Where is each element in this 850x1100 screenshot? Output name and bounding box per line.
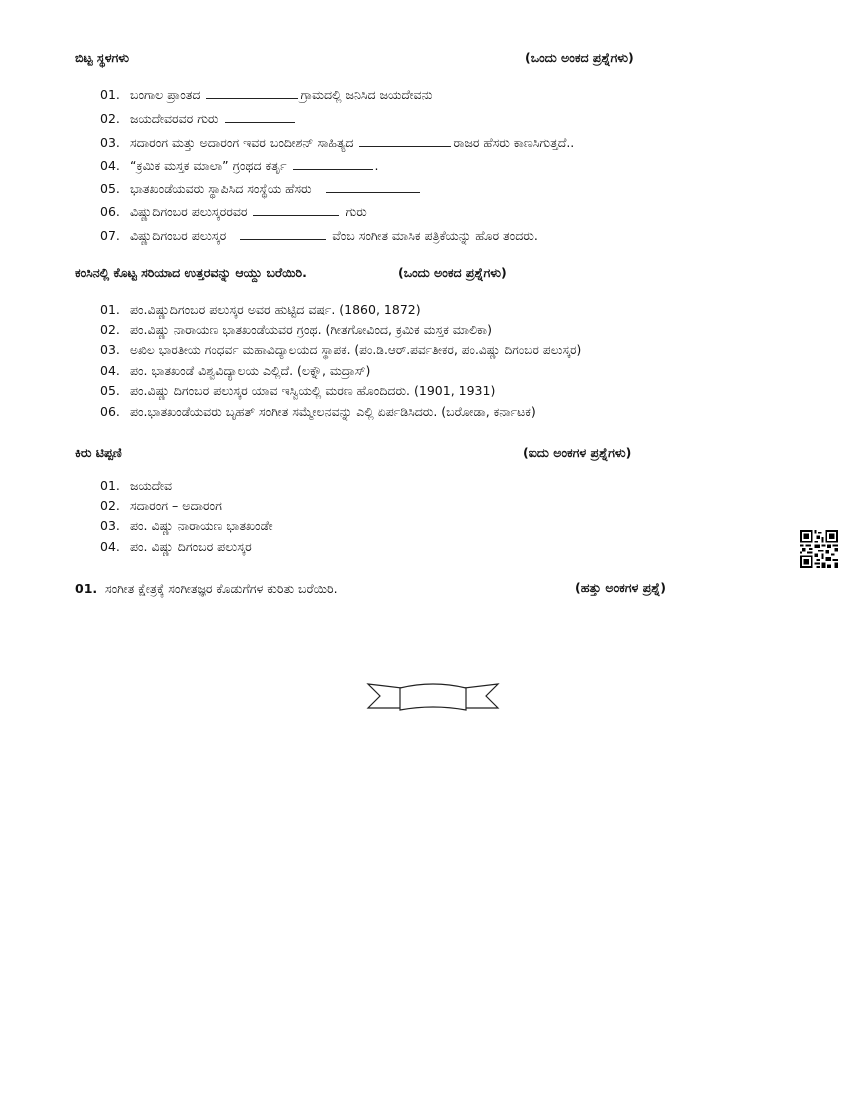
item-number: 02. — [100, 111, 120, 126]
question-text: ಬಂಗಾಲ ಪ್ರಾಂತದ — [129, 87, 201, 102]
answer-blank[interactable] — [206, 86, 298, 99]
section2-marks: (ಒಂದು ಅಂಕದ ಪ್ರಶ್ನೆಗಳು) — [398, 265, 507, 280]
item-number: 06. — [100, 204, 120, 219]
item-number: 05. — [100, 383, 120, 398]
item-number: 04. — [100, 158, 120, 173]
answer-blank[interactable] — [326, 180, 420, 193]
question-text: ಪಂ. ವಿಷ್ಣು ದಿಗಂಬರ ಪಲುಸ್ಕರ — [129, 539, 252, 554]
list-item — [100, 157, 379, 175]
question-text: ಜಯದೇವರವರ ಗುರು — [129, 111, 219, 126]
question-text-after: ಗುರು — [345, 204, 367, 219]
answer-blank[interactable] — [240, 227, 326, 240]
question-text: ಪಂ. ಭಾತಖಂಡೆ ವಿಶ್ವವಿದ್ಯಾಲಯ ಎಲ್ಲಿದೆ. (ಲಕ್ನೌ, ಮದ್ರಾಸ್) — [129, 363, 371, 378]
question-text: ಪಂ.ವಿಷ್ಣು ದಿಗಂಬರ ಪಲುಸ್ಕರ ಯಾವ ಇಸ್ವಿಯಲ್ಲಿ ಮರಣ ಹೊಂದಿದರು. (1901, 1931) — [129, 383, 496, 398]
question-text: ಸದಾರಂಗ – ಅದಾರಂಗ — [129, 498, 222, 513]
section1-marks: (ಒಂದು ಅಂಕದ ಪ್ರಶ್ನೆಗಳು) — [525, 50, 634, 65]
question-text: ವಿಷ್ಣುದಿಗಂಬರ ಪಲುಸ್ಕರ — [129, 228, 227, 243]
question-text: ಪಂ.ವಿಷ್ಣುದಿಗಂಬರ ಪಲುಸ್ಕರ ಅವರ ಹುಟ್ಟಿದ ವರ್ಷ. (1860, 1872) — [129, 302, 421, 317]
list-item — [100, 382, 495, 400]
list-item — [100, 403, 536, 421]
item-number: 04. — [100, 539, 120, 554]
section1-title: ಬಿಟ್ಟ ಸ್ಥಳಗಳು — [75, 50, 130, 65]
question-text: ಪಂ.ವಿಷ್ಣು ನಾರಾಯಣ ಭಾತಖಂಡೆಯವರ ಗ್ರಂಥ. (ಗೀತಗೋವಿಂದ, ಕ್ರಮಿಕ ಮಸ್ತಕ ಮಾಲಿಕಾ) — [129, 322, 492, 337]
item-number: 02. — [100, 498, 120, 513]
question-text: ಪಂ.ಭಾತಖಂಡೆಯವರು ಬೃಹತ್ ಸಂಗೀತ ಸಮ್ಮೇಲನವನ್ನು ಎಲ್ಲಿ ಏರ್ಪಡಿಸಿದರು. (ಬರೋಡಾ, ಕರ್ನಾಟಕ) — [129, 404, 536, 419]
item-number: 02. — [100, 322, 120, 337]
list-item — [100, 341, 581, 359]
essay-question — [75, 580, 338, 598]
answer-blank[interactable] — [293, 157, 373, 170]
section3-title: ಕಿರು ಟಿಪ್ಪಣಿ — [75, 445, 122, 460]
question-text-after: ಗ್ರಾಮದಲ್ಲಿ ಜನಿಸಿದ ಜಯದೇವನು — [300, 87, 433, 102]
question-text: ಜಯದೇವ — [129, 478, 172, 493]
item-number: 05. — [100, 181, 120, 196]
ribbon-banner-icon — [366, 678, 500, 714]
list-item — [100, 203, 367, 221]
question-text: ಅಖಿಲ ಭಾರತೀಯ ಗಂಧರ್ವ ಮಹಾವಿದ್ಯಾಲಯದ ಸ್ಥಾಪಕ. (ಪಂ.ಡಿ.ಆರ್.ಪರ್ವತೀಕರ, ಪಂ.ವಿಷ್ಣು ದಿಗಂಬರ ಪಲುಸ್ಕರ) — [129, 343, 582, 357]
answer-blank[interactable] — [359, 134, 451, 147]
item-number: 01. — [100, 302, 120, 317]
list-item — [100, 321, 492, 339]
answer-blank[interactable] — [253, 203, 339, 216]
section2-title: ಕಂಸಿನಲ್ಲಿ ಕೊಟ್ಟ ಸರಿಯಾದ ಉತ್ತರವನ್ನು ಆಯ್ದು ಬರೆಯಿರಿ. — [75, 265, 307, 280]
question-text: ಪಂ. ವಿಷ್ಣು ನಾರಾಯಣ ಭಾತಖಂಡೇ — [129, 518, 273, 533]
item-number: 01. — [100, 478, 120, 493]
question-text: ವಿಷ್ಣುದಿಗಂಬರ ಪಲುಸ್ಕರರವರ — [129, 204, 248, 219]
list-item — [100, 362, 370, 380]
item-number: 03. — [100, 135, 120, 150]
item-number: 06. — [100, 404, 120, 419]
item-number: 01. — [100, 87, 120, 102]
question-text: ಭಾತಖಂಡೆಯವರು ಸ್ಥಾಪಿಸಿದ ಸಂಸ್ಥೆಯ ಹೆಸರು — [129, 181, 312, 196]
question-text: ಸದಾರಂಗ ಮತ್ತು ಅದಾರಂಗ ಇವರ ಬಂದೀಶನ್ ಸಾಹಿತ್ಯದ — [129, 135, 354, 150]
question-text: ಸಂಗೀತ ಕ್ಷೇತ್ರಕ್ಕೆ ಸಂಗೀತಜ್ಞರ ಕೊಡುಗೆಗಳ ಕುರಿತು ಬರೆಯಿರಿ. — [104, 581, 338, 596]
list-item — [100, 538, 252, 556]
list-item — [100, 301, 421, 319]
list-item — [100, 227, 538, 245]
item-number: 07. — [100, 228, 120, 243]
list-item — [100, 517, 273, 535]
list-item — [100, 180, 422, 198]
item-number: 04. — [100, 363, 120, 378]
qr-code-icon[interactable] — [800, 530, 838, 568]
list-item — [100, 134, 574, 152]
list-item — [100, 110, 297, 128]
answer-blank[interactable] — [225, 110, 295, 123]
question-text-after: . — [374, 158, 379, 173]
section4-marks: (ಹತ್ತು ಅಂಕಗಳ ಪ್ರಶ್ನೆ) — [575, 580, 667, 595]
list-item — [100, 86, 433, 104]
item-number: 03. — [100, 518, 120, 533]
list-item — [100, 477, 172, 495]
item-number: 03. — [100, 342, 120, 357]
section3-marks: (ಐದು ಅಂಕಗಳ ಪ್ರಶ್ನೆಗಳು) — [523, 445, 632, 460]
question-text-after: ರಾಜರ ಹೆಸರು ಕಾಣಸಿಗುತ್ತದೆ.. — [453, 135, 575, 150]
question-text: “ಕ್ರಮಿಕ ಮಸ್ತಕ ಮಾಲಾ” ಗ್ರಂಥದ ಕರ್ತೃ — [129, 158, 287, 173]
question-text-after: ವೆಂಬ ಸಂಗೀತ ಮಾಸಿಕ ಪತ್ರಿಕೆಯನ್ನು ಹೊರ ತಂದರು. — [332, 228, 538, 243]
list-item — [100, 497, 222, 515]
item-number: 01. — [75, 581, 98, 596]
